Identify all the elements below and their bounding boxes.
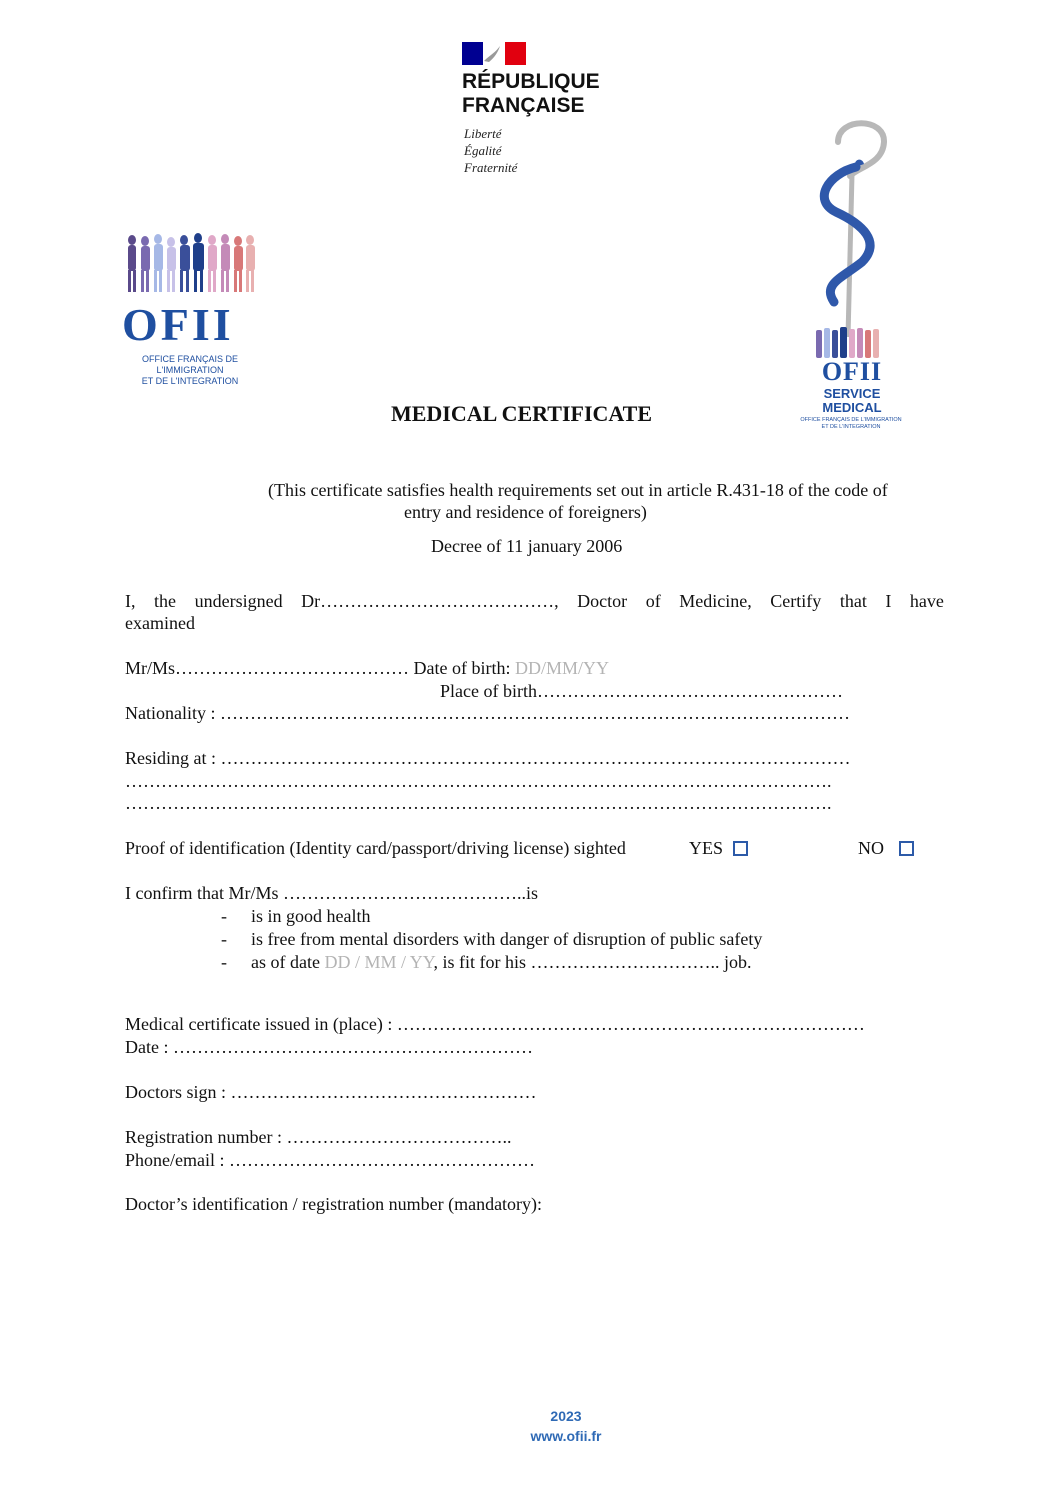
- caduceus-snake-logo: [800, 112, 900, 362]
- statement-word: Certify: [770, 591, 822, 611]
- republic-title: [462, 70, 600, 118]
- bullet-mental-disorders: is free from mental disorders with danger of disruption of public safety: [251, 929, 763, 949]
- statement-word: I,: [125, 591, 136, 611]
- residing-field-line3[interactable]: ……………………………………………………………………………………………………….: [125, 793, 832, 813]
- bullet-dash: -: [221, 906, 227, 926]
- ofii-subtitle-line2: ET DE L'INTEGRATION: [141, 376, 239, 386]
- confirm-patient-field[interactable]: I confirm that Mr/Ms …………………………………..is: [125, 883, 538, 903]
- motto-fraternite: Fraternité: [464, 160, 518, 175]
- republic-title-line2: FRANÇAISE: [462, 94, 585, 117]
- republic-motto: [464, 125, 517, 176]
- proof-of-identification-label: Proof of identification (Identity card/passport/driving license) sighted: [125, 838, 626, 858]
- patient-name-row: [125, 657, 609, 679]
- place-of-birth-field[interactable]: Place of birth……………………………………………: [440, 681, 843, 701]
- statement-word: the: [154, 591, 177, 611]
- patient-name-field[interactable]: Mr/Ms…………………………………: [125, 658, 410, 678]
- intro-line-1: (This certificate satisfies health requirements set out in article R.431-18 of the code of: [268, 480, 888, 500]
- doctor-name-field[interactable]: Dr…………………………………,: [301, 591, 559, 611]
- yes-checkbox[interactable]: [733, 841, 748, 856]
- yes-label: YES: [689, 838, 724, 858]
- phone-email-field[interactable]: Phone/email : ……………………………………………: [125, 1150, 535, 1170]
- service-medical-line1: SERVICE: [823, 386, 881, 401]
- statement-word: have: [909, 591, 944, 611]
- fit-job-field[interactable]: , is fit for his ………………………….. job.: [433, 952, 752, 972]
- service-medical-subtitle-line1: OFFICE FRANÇAIS DE L'IMMIGRATION: [800, 417, 902, 423]
- intro-line-2: entry and residence of foreigners): [404, 502, 647, 522]
- residing-field-line2[interactable]: ……………………………………………………………………………………………………….: [125, 771, 832, 791]
- residing-field-line1[interactable]: Residing at : ……………………………………………………………………………………………: [125, 748, 851, 768]
- ofii-people-silhouettes-logo: [120, 232, 260, 296]
- certification-statement-end: examined: [125, 613, 195, 633]
- statement-word: Doctor: [577, 591, 628, 611]
- footer-year: 2023: [550, 1408, 582, 1424]
- service-medical-wordmark: OFII: [821, 357, 883, 386]
- doctor-identification-label: Doctor’s identification / registration number (mandatory):: [125, 1194, 543, 1214]
- nationality-field[interactable]: Nationality : ……………………………………………………………………………………………: [125, 703, 850, 723]
- yes-option: [689, 837, 748, 859]
- doctor-signature-field[interactable]: Doctors sign : ……………………………………………: [125, 1082, 537, 1102]
- ofii-subtitle-line1: OFFICE FRANÇAIS DE L'IMMIGRATION: [141, 354, 238, 375]
- bullet-fit-for-job: [251, 951, 752, 973]
- dob-field[interactable]: DD/MM/YY: [515, 658, 610, 678]
- document-title: MEDICAL CERTIFICATE: [390, 401, 653, 426]
- no-checkbox[interactable]: [899, 841, 914, 856]
- statement-word: Medicine,: [679, 591, 752, 611]
- certification-statement-line: [125, 590, 944, 612]
- decree-reference: Decree of 11 january 2006: [431, 536, 623, 556]
- bullet-good-health: is in good health: [251, 906, 371, 926]
- service-medical-line2: MEDICAL: [822, 400, 882, 415]
- fit-date-field[interactable]: DD / MM / YY: [324, 952, 434, 972]
- issued-date-field[interactable]: Date : ……………………………………………………: [125, 1037, 533, 1057]
- issued-place-field[interactable]: Medical certificate issued in (place) : ……………………………………………………………………: [125, 1014, 865, 1034]
- statement-word: that: [839, 591, 867, 611]
- motto-egalite: Égalité: [464, 143, 502, 158]
- ofii-wordmark: OFII: [122, 299, 234, 350]
- marianne-flag-logo: [462, 42, 526, 65]
- motto-liberte: Liberté: [464, 126, 502, 141]
- ofii-subtitle: [110, 354, 270, 387]
- footer-website-link[interactable]: www.ofii.fr: [530, 1428, 602, 1444]
- no-label: NO: [858, 838, 884, 858]
- statement-word: undersigned: [194, 591, 283, 611]
- registration-number-field[interactable]: Registration number : ………………………………..: [125, 1127, 512, 1147]
- fit-date-label: as of date: [251, 952, 320, 972]
- republic-title-line1: RÉPUBLIQUE: [462, 70, 600, 93]
- no-option: [858, 837, 914, 859]
- statement-word: I: [885, 591, 892, 611]
- service-medical-subtitle-line2: ET DE L'INTEGRATION: [821, 424, 881, 430]
- dob-label: Date of birth:: [413, 658, 511, 678]
- bullet-dash: -: [221, 929, 227, 949]
- bullet-dash: -: [221, 952, 227, 972]
- statement-word: of: [645, 591, 661, 611]
